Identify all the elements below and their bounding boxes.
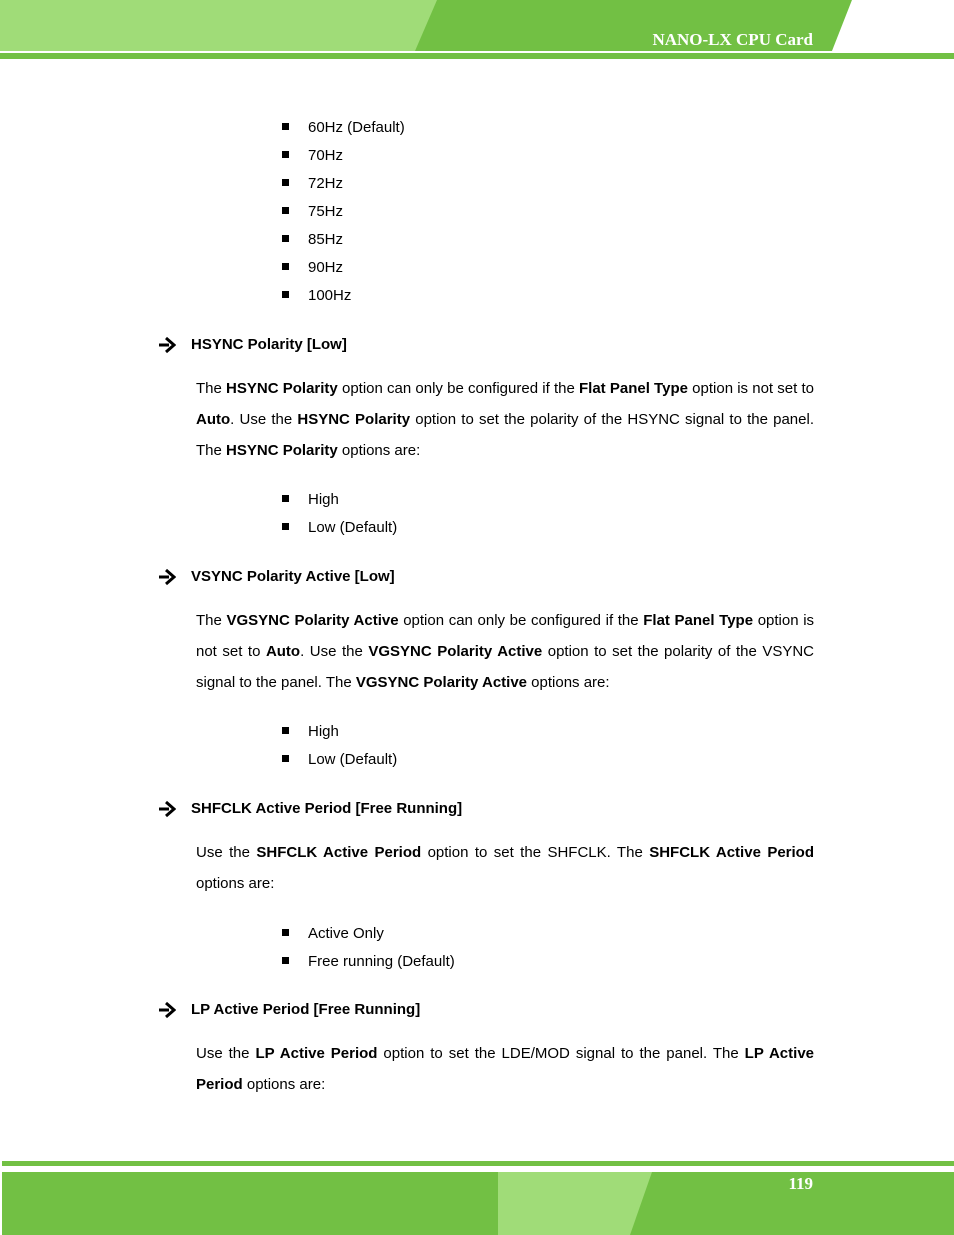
hsync-options-list [282, 486, 397, 542]
list-item: Free running (Default) [282, 948, 455, 976]
list-item: 60Hz (Default) [282, 114, 405, 142]
square-bullet-icon [282, 755, 289, 762]
list-item: Low (Default) [282, 514, 397, 542]
arrow-right-icon [158, 799, 176, 819]
list-item: 72Hz [282, 170, 405, 198]
list-item: 75Hz [282, 198, 405, 226]
hsync-description: The HSYNC Polarity option can only be configured if the Flat Panel Type option is not set to Auto. Use the HSYNC Polarity option to set the polarity of the HSYNC signal to the panel. The HSYNC Polarity options are: [196, 380, 815, 459]
square-bullet-icon [282, 235, 289, 242]
square-bullet-icon [282, 727, 289, 734]
refresh-rate-options-list [282, 114, 405, 310]
square-bullet-icon [282, 151, 289, 158]
shfclk-description: Use the SHFCLK Active Period option to set the SHFCLK. The SHFCLK Active Period options are: [196, 844, 814, 892]
square-bullet-icon [282, 263, 289, 270]
square-bullet-icon [282, 523, 289, 530]
list-item: High [282, 486, 397, 514]
list-item: High [282, 718, 397, 746]
square-bullet-icon [282, 291, 289, 298]
arrow-right-icon [158, 567, 176, 587]
square-bullet-icon [282, 123, 289, 130]
list-item: 85Hz [282, 226, 405, 254]
square-bullet-icon [282, 929, 289, 936]
square-bullet-icon [282, 179, 289, 186]
list-item: Active Only [282, 920, 455, 948]
list-item: 100Hz [282, 282, 405, 310]
arrow-right-icon [158, 335, 176, 355]
arrow-right-icon [158, 1000, 176, 1020]
lp-description: Use the LP Active Period option to set the LDE/MOD signal to the panel. The LP Active Period options are: [196, 1045, 814, 1093]
list-item: Low (Default) [282, 746, 397, 774]
page-number: 119 [788, 1174, 813, 1193]
square-bullet-icon [282, 495, 289, 502]
vsync-options-list [282, 718, 397, 774]
vsync-description: The VGSYNC Polarity Active option can only be configured if the Flat Panel Type option is not set to Auto. Use the VGSYNC Polarity Active option to set the polarity of the VSYNC signal to the panel. The VGSYNC Polarity Active options are: [196, 612, 815, 691]
square-bullet-icon [282, 207, 289, 214]
list-item: 70Hz [282, 142, 405, 170]
square-bullet-icon [282, 957, 289, 964]
document-title: NANO-LX CPU Card [652, 30, 813, 49]
list-item: 90Hz [282, 254, 405, 282]
footer-banner [0, 1158, 954, 1235]
shfclk-options-list [282, 920, 455, 976]
